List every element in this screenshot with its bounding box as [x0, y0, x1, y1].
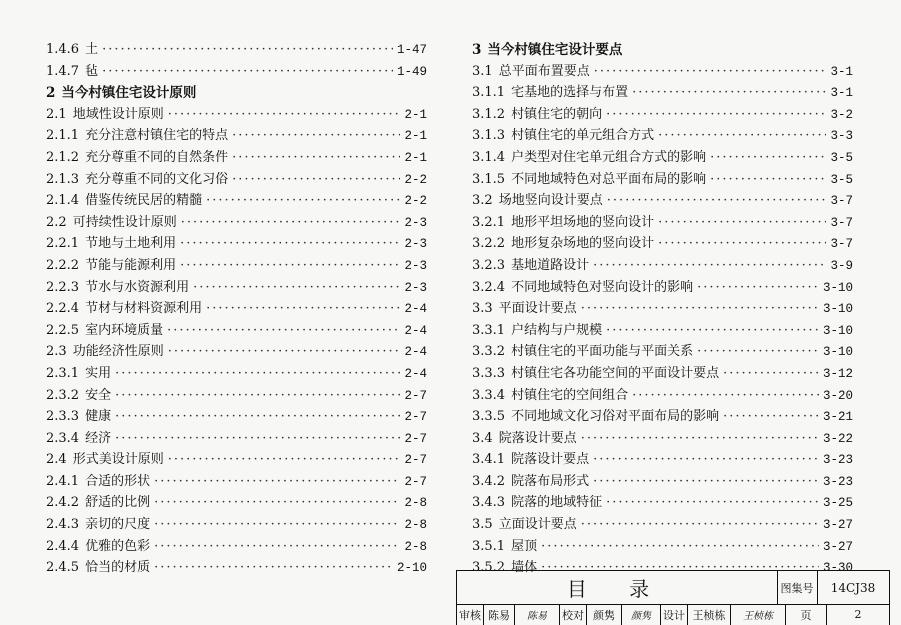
toc-entry-title: 合适的形状	[85, 473, 151, 489]
toc-entry	[472, 60, 853, 82]
toc-entry-title: 场地竖向设计要点	[498, 193, 603, 209]
toc-leader-dots	[115, 388, 400, 403]
toc-entry-title: 安全	[85, 387, 112, 403]
toc-entry-page: 3-10	[822, 345, 853, 360]
toc-leader-dots	[180, 258, 400, 273]
toc-entry	[46, 556, 427, 578]
toc-entry	[472, 103, 853, 125]
toc-leader-dots	[710, 150, 826, 165]
toc-entry-title: 充分注意村镇住宅的特点	[85, 128, 229, 144]
toc-entry-page: 2-1	[404, 107, 427, 122]
toc-entry-title: 地域性设计原则	[72, 106, 164, 122]
toc-entry-page: 2-2	[404, 172, 427, 187]
toc-entry	[472, 276, 853, 298]
toc-leader-dots	[593, 452, 819, 467]
toc-entry-page: 2-7	[404, 431, 427, 446]
toc-entry	[46, 211, 427, 233]
toc-leader-dots	[102, 64, 393, 79]
toc-entry-page: 3-23	[822, 453, 853, 468]
toc-entry-number: 3.1.1	[472, 85, 506, 101]
checker-signature: 颜隽	[622, 604, 661, 625]
toc-entry	[46, 189, 427, 211]
toc-entry-page: 2-7	[404, 388, 427, 403]
toc-entry-title: 院落设计要点	[511, 452, 590, 468]
toc-leader-dots	[154, 560, 393, 575]
reviewer-signature: 陈易	[515, 604, 560, 625]
toc-leader-dots	[723, 366, 819, 381]
toc-entry-number: 3.2.3	[472, 257, 506, 273]
toc-leader-dots	[632, 388, 819, 403]
toc-entry	[46, 168, 427, 190]
toc-entry-page: 3-22	[822, 431, 853, 446]
toc-entry	[46, 124, 427, 146]
toc-entry-page: 2-8	[404, 539, 427, 554]
toc-entry-title: 村镇住宅各功能空间的平面设计要点	[511, 365, 720, 381]
toc-entry	[46, 276, 427, 298]
toc-entry-number: 2.2.5	[46, 322, 80, 338]
toc-leader-dots	[581, 301, 819, 316]
toc-entry-page: 3-27	[822, 518, 853, 533]
toc-entry-number: 3.3	[472, 301, 493, 317]
toc-entry-page: 2-1	[404, 129, 427, 144]
toc-leader-dots	[206, 301, 400, 316]
page-number: 2	[854, 608, 862, 621]
toc-entry-number: 2.2.3	[46, 279, 80, 295]
toc-entry-number: 3.4.1	[472, 452, 506, 468]
review-label: 审核	[457, 604, 484, 625]
toc-entry-title: 经济	[85, 430, 112, 446]
title-block-title: 目 录	[457, 571, 778, 604]
toc-entry	[46, 427, 427, 449]
toc-entry	[46, 103, 427, 125]
toc-entry-page: 2-4	[404, 345, 427, 360]
toc-entry-title: 户类型对住宅单元组合方式的影响	[511, 149, 707, 165]
toc-entry	[472, 81, 853, 103]
toc-leader-dots	[593, 474, 819, 489]
toc-entry-number: 3.4.2	[472, 473, 506, 489]
toc-entry	[472, 168, 853, 190]
toc-entry-page: 3-7	[830, 237, 853, 252]
toc-entry-number: 3.2	[472, 193, 493, 209]
toc-leader-dots	[154, 495, 400, 510]
toc-leader-dots	[232, 150, 400, 165]
toc-entry-page: 2-4	[404, 366, 427, 381]
toc-entry-number: 2.1.1	[46, 128, 80, 144]
toc-leader-dots	[632, 85, 826, 100]
toc-leader-dots	[607, 193, 827, 208]
toc-entry	[472, 491, 853, 513]
toc-entry-title: 节能与能源利用	[85, 257, 177, 273]
toc-entry-number: 2.4.4	[46, 538, 80, 554]
toc-entry-title: 不同地域文化习俗对平面布局的影响	[511, 409, 720, 425]
toc-entry-page: 2-7	[404, 410, 427, 425]
toc-entry-page: 3-7	[830, 194, 853, 209]
toc-entry	[472, 427, 853, 449]
toc-entry-number: 3.2.4	[472, 279, 506, 295]
toc-entry-page: 2-1	[404, 150, 427, 165]
toc-leader-dots	[232, 172, 400, 187]
toc-section-heading	[472, 38, 853, 60]
toc-entry-number: 2.3.4	[46, 430, 80, 446]
toc-entry-number: 3.1.3	[472, 128, 506, 144]
toc-entry-title: 节水与水资源利用	[85, 279, 190, 295]
toc-leader-dots	[594, 64, 827, 79]
toc-entry	[46, 319, 427, 341]
atlas-number-label: 图集号	[777, 571, 818, 604]
toc-entry-number: 2.1.4	[46, 193, 80, 209]
toc-entry	[472, 448, 853, 470]
toc-entry-title: 室内环境质量	[85, 322, 164, 338]
toc-entry-page: 3-20	[822, 388, 853, 403]
toc-entry-page: 2-8	[404, 496, 427, 511]
toc-entry-title: 总平面布置要点	[498, 63, 590, 79]
toc-entry-number: 3.1.4	[472, 149, 506, 165]
toc-entry-number: 2.4.1	[46, 473, 80, 489]
toc-leader-dots	[102, 42, 393, 57]
toc-entry-title: 当今村镇住宅设计要点	[487, 42, 623, 58]
toc-entry-title: 舒适的比例	[85, 495, 151, 511]
toc-entry	[46, 491, 427, 513]
toc-entry-page: 3-5	[830, 172, 853, 187]
toc-entry-title: 充分尊重不同的文化习俗	[85, 171, 229, 187]
toc-entry-page: 2-7	[404, 474, 427, 489]
toc-entry-page: 2-10	[396, 561, 427, 576]
toc-entry	[46, 146, 427, 168]
toc-entry-number: 3.5.2	[472, 560, 506, 576]
toc-leader-dots	[658, 128, 826, 143]
toc-entry	[472, 384, 853, 406]
toc-entry-title: 墙体	[511, 560, 538, 576]
toc-leader-dots	[168, 107, 401, 122]
toc-entry-page: 3-9	[830, 258, 853, 273]
check-label: 校对	[560, 604, 587, 625]
toc-entry-title: 地形平坦场地的竖向设计	[511, 214, 655, 230]
toc-entry-page: 3-5	[830, 150, 853, 165]
toc-leader-dots	[723, 409, 819, 424]
toc-leader-dots	[167, 323, 400, 338]
toc-leader-dots	[581, 517, 819, 532]
toc-entry-number: 2.4.2	[46, 495, 80, 511]
toc-leader-dots	[193, 280, 400, 295]
page-label: 页	[786, 604, 827, 625]
toc-entry-number: 2.1.2	[46, 149, 80, 165]
toc-entry-number: 2.3	[46, 344, 67, 360]
toc-entry-page: 3-27	[822, 539, 853, 554]
toc-entry-title: 村镇住宅的平面功能与平面关系	[511, 344, 694, 360]
toc-entry-number: 2.2.1	[46, 236, 80, 252]
toc-entry-page: 2-3	[404, 237, 427, 252]
toc-entry-page: 3-2	[830, 107, 853, 122]
toc-entry	[472, 535, 853, 557]
toc-entry-number: 2.2.2	[46, 257, 80, 273]
toc-entry-number: 3.4.3	[472, 495, 506, 511]
toc-entry-number: 3.5	[472, 517, 493, 533]
toc-entry-page: 2-8	[404, 518, 427, 533]
toc-entry-title: 院落布局形式	[511, 473, 590, 489]
toc-entry-title: 院落的地域特征	[511, 495, 603, 511]
toc-entry	[46, 340, 427, 362]
toc-entry-title: 院落设计要点	[498, 430, 577, 446]
toc-leader-dots	[168, 344, 401, 359]
toc-entry-page: 1-47	[396, 43, 427, 57]
toc-entry	[46, 470, 427, 492]
toc-entry	[472, 211, 853, 233]
toc-entry-page: 3-10	[822, 302, 853, 317]
toc-leader-dots	[154, 539, 400, 554]
toc-entry-title: 村镇住宅的朝向	[511, 106, 603, 122]
toc-entry-title: 借鉴传统民居的精髓	[85, 193, 203, 209]
toc-leader-dots	[115, 431, 400, 446]
toc-entry-number: 3.2.2	[472, 236, 506, 252]
toc-leader-dots	[581, 431, 819, 446]
toc-entry-title: 基地道路设计	[511, 257, 590, 273]
toc-entry	[46, 448, 427, 470]
toc-entry-title: 毡	[85, 63, 99, 79]
toc-entry-number: 2.3.1	[46, 365, 80, 381]
toc-leader-dots	[606, 495, 819, 510]
title-block-top-row	[457, 571, 889, 605]
toc-entry-number: 3.3.4	[472, 387, 506, 403]
toc-entry-page: 3-30	[822, 561, 853, 576]
toc-entry	[46, 60, 427, 82]
toc-entry-title: 土	[85, 42, 99, 57]
toc-leader-dots	[697, 280, 819, 295]
toc-entry-number: 2.4	[46, 452, 67, 468]
toc-leader-dots	[541, 539, 819, 554]
toc-entry	[472, 232, 853, 254]
toc-entry-title: 形式美设计原则	[72, 452, 164, 468]
toc-entry-page: 2-3	[404, 215, 427, 230]
toc-entry-title: 地形复杂场地的竖向设计	[511, 236, 655, 252]
title-block	[456, 570, 890, 625]
toc-entry-page: 3-7	[830, 215, 853, 230]
toc-entry-number: 3.2.1	[472, 214, 506, 230]
toc-entry	[46, 38, 427, 60]
toc-entry-title: 村镇住宅的单元组合方式	[511, 128, 655, 144]
toc-entry	[472, 189, 853, 211]
toc-entry-title: 亲切的尺度	[85, 517, 151, 533]
toc-entry-page: 2-3	[404, 280, 427, 295]
toc-entry	[472, 340, 853, 362]
toc-entry-number: 1.4.7	[46, 63, 80, 79]
toc-leader-dots	[168, 452, 401, 467]
toc-entry-title: 实用	[85, 365, 112, 381]
toc-entry-title: 恰当的材质	[85, 560, 151, 576]
toc-entry-title: 当今村镇住宅设计原则	[61, 85, 197, 102]
toc-entry-page: 2-2	[404, 194, 427, 209]
toc-entry	[472, 297, 853, 319]
toc-entry-page: 3-25	[822, 496, 853, 511]
toc-entry-number: 2.1	[46, 106, 67, 122]
toc-leader-dots	[697, 344, 819, 359]
toc-entry-number: 2.4.5	[46, 560, 80, 576]
toc-leader-dots	[232, 128, 400, 143]
toc-entry-title: 节材与材料资源利用	[85, 301, 203, 317]
toc-entry-page: 3-10	[822, 323, 853, 338]
title-block-signature-row	[457, 604, 889, 625]
toc-entry-number: 3.3.1	[472, 322, 506, 338]
toc-entry	[46, 297, 427, 319]
toc-entry	[46, 232, 427, 254]
toc-entry-number: 3	[472, 42, 482, 58]
toc-entry-number: 3.1.2	[472, 106, 506, 122]
toc-entry	[472, 124, 853, 146]
toc-entry-title: 优雅的色彩	[85, 538, 151, 554]
toc-entry-title: 充分尊重不同的自然条件	[85, 149, 229, 165]
toc-leader-dots	[180, 236, 400, 251]
toc-entry-number: 2.1.3	[46, 171, 80, 187]
toc-entry	[472, 362, 853, 384]
toc-entry-number: 3.1.5	[472, 171, 506, 187]
toc-entry-number: 3.1	[472, 63, 493, 79]
toc-entry-number: 3.3.5	[472, 409, 506, 425]
toc-entry-page: 1-49	[396, 64, 427, 79]
toc-entry	[46, 513, 427, 535]
toc-entry-title: 村镇住宅的空间组合	[511, 387, 629, 403]
toc-leader-dots	[115, 366, 400, 381]
toc-entry-page: 3-21	[822, 410, 853, 425]
toc-entry	[46, 384, 427, 406]
toc-entry-page: 2-7	[404, 453, 427, 468]
toc-left-column	[46, 38, 427, 578]
toc-entry	[472, 470, 853, 492]
toc-right-column	[472, 38, 853, 578]
designer-name: 王桢栋	[688, 604, 731, 625]
toc-entry-title: 节地与土地利用	[85, 236, 177, 252]
toc-entry-number: 2.3.2	[46, 387, 80, 403]
toc-entry-title: 平面设计要点	[498, 301, 577, 317]
toc-entry-title: 立面设计要点	[498, 517, 577, 533]
toc-entry-number: 2.3.3	[46, 409, 80, 425]
toc-entry	[472, 405, 853, 427]
toc-entry-number: 2	[46, 85, 56, 102]
toc-entry-title: 宅基地的选择与布置	[511, 85, 629, 101]
toc-leader-dots	[115, 409, 400, 424]
toc-entry	[472, 146, 853, 168]
toc-entry-number: 1.4.6	[46, 42, 80, 57]
toc-entry-number: 3.5.1	[472, 538, 506, 554]
toc-leader-dots	[606, 107, 826, 122]
toc-section-heading	[46, 81, 427, 103]
toc-entry-page: 3-1	[830, 86, 853, 101]
toc-entry	[472, 513, 853, 535]
checker-name: 颜隽	[587, 604, 622, 625]
toc-entry-number: 2.2	[46, 214, 67, 230]
toc-entry-page: 2-3	[404, 258, 427, 273]
toc-leader-dots	[658, 215, 826, 230]
toc-entry-title: 健康	[85, 409, 112, 425]
atlas-number-value: 14CJ38	[830, 580, 876, 595]
toc-leader-dots	[154, 474, 400, 489]
toc-leader-dots	[206, 193, 400, 208]
toc-entry-page: 3-3	[830, 129, 853, 144]
toc-entry-title: 不同地域特色对竖向设计的影响	[511, 279, 694, 295]
toc-leader-dots	[181, 215, 401, 230]
reviewer-name: 陈易	[484, 604, 515, 625]
designer-signature: 王桢栋	[731, 604, 786, 625]
toc-entry-title: 户结构与户规模	[511, 322, 603, 338]
toc-leader-dots	[606, 323, 819, 338]
toc-entry	[46, 535, 427, 557]
toc-leader-dots	[658, 236, 826, 251]
toc-leader-dots	[710, 172, 826, 187]
toc-entry-number: 2.4.3	[46, 517, 80, 533]
toc-entry-title: 屋顶	[511, 538, 538, 554]
toc-entry-page: 3-1	[830, 64, 853, 79]
toc-entry	[46, 254, 427, 276]
toc-entry-title: 可持续性设计原则	[72, 214, 177, 230]
toc-leader-dots	[154, 517, 400, 532]
toc-entry	[472, 319, 853, 341]
toc-entry-page: 3-10	[822, 280, 853, 295]
toc-entry	[46, 362, 427, 384]
toc-entry-number: 3.3.2	[472, 344, 506, 360]
toc-leader-dots	[593, 258, 826, 273]
toc-entry-page: 2-4	[404, 323, 427, 338]
toc-entry	[472, 254, 853, 276]
design-label: 设计	[661, 604, 688, 625]
toc-entry-number: 3.3.3	[472, 365, 506, 381]
toc-entry-page: 2-4	[404, 302, 427, 317]
toc-entry-page: 3-23	[822, 474, 853, 489]
toc-entry-page: 3-12	[822, 366, 853, 381]
toc-entry-number: 2.2.4	[46, 301, 80, 317]
toc-entry-number: 3.4	[472, 430, 493, 446]
toc-entry-title: 功能经济性原则	[72, 344, 164, 360]
toc-entry	[46, 405, 427, 427]
toc-entry-title: 不同地域特色对总平面布局的影响	[511, 171, 707, 187]
